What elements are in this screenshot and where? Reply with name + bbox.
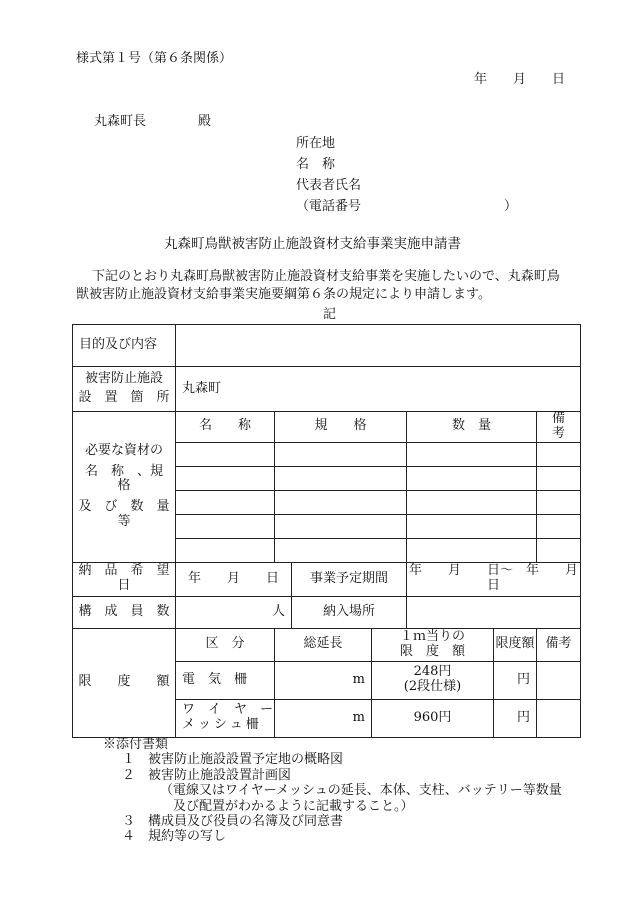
attachments: [103, 737, 562, 845]
materials-cell[interactable]: [176, 538, 275, 562]
application-table: [72, 324, 605, 738]
date-line: 年 月 日: [474, 72, 566, 87]
limit-label: 限 度 額: [73, 628, 176, 737]
materials-header-qty: 数 量: [407, 412, 537, 443]
form-number: 様式第１号（第６条関係）: [76, 51, 233, 66]
limit-category: ワ イ ヤ ー メッシュ柵: [176, 699, 275, 737]
members-unit[interactable]: 人: [176, 596, 292, 628]
ki-label: 記: [323, 307, 337, 322]
materials-cell[interactable]: [407, 538, 537, 562]
name-label: 名 称: [296, 157, 336, 172]
limit-header-note: 備考: [537, 628, 581, 661]
limit-length-unit[interactable]: m: [275, 661, 372, 699]
limit-amount-yen[interactable]: 円: [494, 661, 537, 699]
materials-cell[interactable]: [176, 514, 275, 538]
materials-cell[interactable]: [176, 466, 275, 490]
site-value[interactable]: 丸森町: [176, 367, 581, 412]
attachment-item: ２ 被害防止施設設置計画図: [122, 767, 292, 783]
intro-line-1: 下記のとおり丸森町鳥獣被害防止施設資材支給事業を実施したいので、丸森町鳥: [92, 269, 560, 284]
place-label: 納入場所: [292, 596, 407, 628]
addressee: 丸森町長 殿: [94, 114, 212, 129]
materials-label: 必要な資材の 名 称 、規 格 及 び 数 量 等: [73, 412, 176, 563]
materials-cell[interactable]: [537, 490, 581, 514]
limit-category: 電 気 柵: [176, 661, 275, 699]
limit-note-cell[interactable]: [537, 699, 581, 737]
intro-line-2: 獣被害防止施設資材支給事業実施要綱第６条の規定により申請します。: [76, 287, 491, 302]
materials-cell[interactable]: [537, 442, 581, 466]
attachment-item: 及び配置がわかるように記載すること。）: [173, 798, 414, 814]
delivery-date[interactable]: 年 月 日: [176, 562, 292, 596]
materials-cell[interactable]: [407, 442, 537, 466]
limit-unit-price: 960円: [372, 699, 494, 737]
limit-header-total-length: 総延長: [275, 628, 372, 661]
limit-header-per-meter: １ｍ当りの 限 度 額: [372, 628, 494, 661]
place-value-cell[interactable]: [407, 596, 581, 628]
period-label: 事業予定期間: [292, 562, 407, 596]
phone-label: （電話番号 ）: [296, 199, 518, 214]
materials-header-note: 備 考: [537, 412, 581, 443]
materials-header-name: 名 称: [176, 412, 275, 443]
attachment-item: （電線又はワイヤーメッシュの延長、本体、支柱、バッテリー等数量: [160, 783, 562, 799]
materials-cell[interactable]: [537, 514, 581, 538]
materials-cell[interactable]: [407, 490, 537, 514]
members-label: 構 成 員 数: [73, 596, 176, 628]
limit-note-cell[interactable]: [537, 661, 581, 699]
attachment-item: １ 被害防止施設設置予定地の概略図: [122, 752, 344, 768]
materials-cell[interactable]: [275, 490, 407, 514]
attachment-item: ４ 規約等の写し: [122, 829, 227, 845]
materials-cell[interactable]: [407, 514, 537, 538]
limit-unit-price: 248円 (2段仕様): [372, 661, 494, 699]
materials-cell[interactable]: [407, 466, 537, 490]
delivery-label: 納 品 希 望 日: [73, 562, 176, 596]
limit-amount-yen[interactable]: 円: [494, 699, 537, 737]
materials-cell[interactable]: [275, 442, 407, 466]
limit-header-category: 区 分: [176, 628, 275, 661]
limit-length-unit[interactable]: m: [275, 699, 372, 737]
materials-cell[interactable]: [537, 466, 581, 490]
document-title: 丸森町鳥獣被害防止施設資材支給事業実施申請書: [164, 236, 461, 252]
location-label: 所在地: [296, 136, 336, 151]
limit-header-amount: 限度額: [494, 628, 537, 661]
materials-cell[interactable]: [275, 538, 407, 562]
representative-label: 代表者氏名: [296, 178, 362, 193]
site-label: 被害防止施設 設 置 箇 所: [73, 367, 176, 412]
attachment-item: ３ 構成員及び役員の名簿及び同意書: [122, 814, 344, 830]
materials-cell[interactable]: [176, 490, 275, 514]
materials-cell[interactable]: [275, 466, 407, 490]
materials-header-spec: 規 格: [275, 412, 407, 443]
purpose-value-cell[interactable]: [176, 325, 581, 367]
purpose-label: 目的及び内容: [73, 325, 176, 367]
materials-cell[interactable]: [537, 538, 581, 562]
materials-cell[interactable]: [275, 514, 407, 538]
attachments-heading: ※添付書類: [103, 737, 169, 752]
period-value[interactable]: 年 月 日～ 年 月 日: [407, 562, 581, 596]
materials-cell[interactable]: [176, 442, 275, 466]
